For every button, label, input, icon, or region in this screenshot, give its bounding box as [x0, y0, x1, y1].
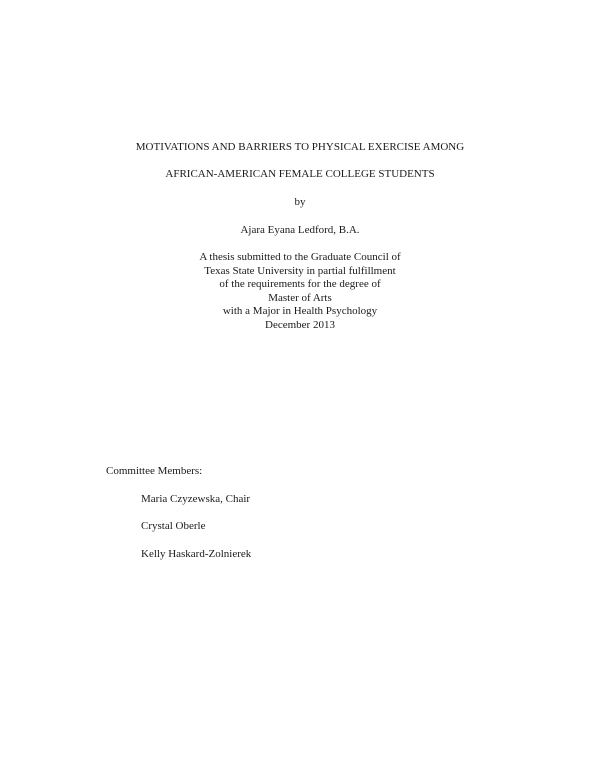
thesis-statement [0, 251, 600, 332]
statement-line: with a Major in Health Psychology [222, 305, 378, 317]
thesis-title-line-2: AFRICAN-AMERICAN FEMALE COLLEGE STUDENTS [165, 168, 435, 180]
statement-line: December 2013 [265, 318, 335, 331]
by-label: by [294, 196, 306, 208]
statement-line: of the requirements for the degree of [219, 278, 381, 290]
committee-member-chair: Maria Czyzewska, Chair [141, 493, 251, 505]
statement-line: A thesis submitted to the Graduate Council of [199, 251, 401, 263]
statement-line: Texas State University in partial fulfillment [204, 264, 396, 277]
committee-member: Kelly Haskard-Zolnierek [141, 548, 252, 560]
thesis-title-line-1: MOTIVATIONS AND BARRIERS TO PHYSICAL EXERCISE AMONG [135, 141, 465, 153]
statement-line: Master of Arts [268, 291, 332, 304]
committee-members-label: Committee Members: [106, 465, 203, 477]
author-name: Ajara Eyana Ledford, B.A. [240, 224, 360, 236]
committee-member: Crystal Oberle [141, 520, 206, 532]
